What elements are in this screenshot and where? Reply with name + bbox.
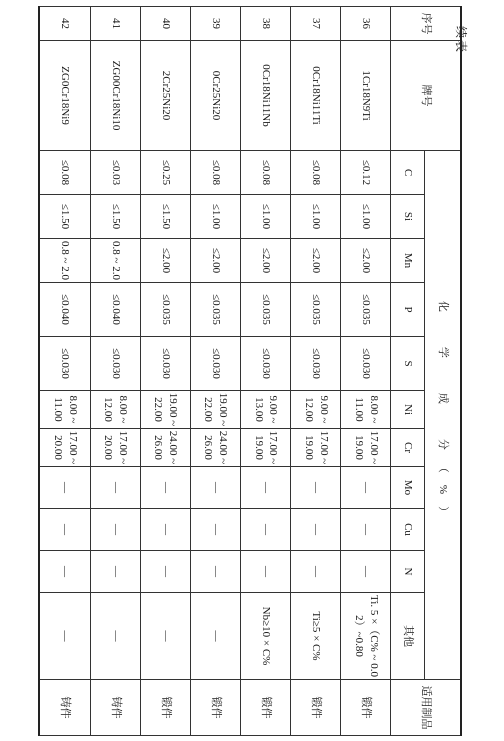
element-header-mn: Mn — [391, 239, 425, 283]
si-cell: ≤1.00 — [341, 195, 391, 239]
other-cell: — — [90, 593, 140, 680]
cr-cell: 24.00 ~ 26.00 — [140, 429, 190, 467]
seq-cell: 36 — [341, 7, 391, 41]
si-cell: ≤1.50 — [39, 195, 90, 239]
n-cell: — — [140, 551, 190, 593]
other-cell: — — [39, 593, 90, 680]
n-cell: — — [241, 551, 291, 593]
c-cell: ≤0.25 — [140, 151, 190, 195]
table-row — [241, 7, 291, 736]
application-cell: 锻件 — [341, 680, 391, 736]
c-cell: ≤0.08 — [241, 151, 291, 195]
application-header: 适用制品 — [391, 680, 461, 736]
other-cell: Ti≥5 × C% — [291, 593, 341, 680]
grade-cell: 0Cr18Ni11Nb — [241, 41, 291, 151]
seq-header: 序号 — [391, 7, 461, 41]
n-cell: — — [291, 551, 341, 593]
element-header-ni: Ni — [391, 391, 425, 429]
s-cell: ≤0.030 — [190, 337, 240, 391]
seq-cell: 42 — [39, 7, 90, 41]
ni-cell: 8.00 ~ 11.00 — [341, 391, 391, 429]
continued-caption: 续表 — [454, 26, 468, 55]
p-cell: ≤0.035 — [190, 283, 240, 337]
mn-cell: ≤2.00 — [291, 239, 341, 283]
p-cell: ≤0.035 — [291, 283, 341, 337]
grade-cell: ZG0Cr18Ni9 — [39, 41, 90, 151]
p-cell: ≤0.040 — [39, 283, 90, 337]
composition-table — [38, 6, 462, 736]
element-header-s: S — [391, 337, 425, 391]
application-cell: 铸件 — [39, 680, 90, 736]
s-cell: ≤0.030 — [341, 337, 391, 391]
n-cell: — — [341, 551, 391, 593]
cu-cell: — — [190, 509, 240, 551]
ni-cell: 9.00 ~ 13.00 — [241, 391, 291, 429]
c-cell: ≤0.12 — [341, 151, 391, 195]
s-cell: ≤0.030 — [90, 337, 140, 391]
mn-cell: ≤2.00 — [140, 239, 190, 283]
si-cell: ≤1.50 — [140, 195, 190, 239]
s-cell: ≤0.030 — [291, 337, 341, 391]
table-row — [90, 7, 140, 736]
table-row — [140, 7, 190, 736]
s-cell: ≤0.030 — [39, 337, 90, 391]
grade-cell: ZG00Cr18Ni10 — [90, 41, 140, 151]
element-header-si: Si — [391, 195, 425, 239]
other-cell: Ti. 5 ×（C% ~ 0.02）~0.80 — [341, 593, 391, 680]
grade-cell: 2Cr25Ni20 — [140, 41, 190, 151]
mo-cell: — — [90, 467, 140, 509]
other-cell: — — [190, 593, 240, 680]
s-cell: ≤0.030 — [241, 337, 291, 391]
si-cell: ≤1.50 — [90, 195, 140, 239]
c-cell: ≤0.03 — [90, 151, 140, 195]
ni-cell: 9.00 ~ 12.00 — [291, 391, 341, 429]
header-row-top — [425, 7, 461, 736]
cr-cell: 17.00 ~ 19.00 — [291, 429, 341, 467]
table-row — [39, 7, 90, 736]
element-header-cu: Cu — [391, 509, 425, 551]
grade-cell: 0Cr25Ni20 — [190, 41, 240, 151]
mn-cell: ≤2.00 — [341, 239, 391, 283]
other-cell: Nb≥10 × C% — [241, 593, 291, 680]
si-cell: ≤1.00 — [190, 195, 240, 239]
table-row — [341, 7, 391, 736]
cr-cell: 17.00 ~ 20.00 — [90, 429, 140, 467]
mo-cell: — — [190, 467, 240, 509]
cu-cell: — — [140, 509, 190, 551]
ni-cell: 19.00 ~ 22.00 — [140, 391, 190, 429]
grade-header: 牌号 — [391, 41, 461, 151]
n-cell: — — [39, 551, 90, 593]
n-cell: — — [90, 551, 140, 593]
mo-cell: — — [291, 467, 341, 509]
application-cell: 锻件 — [241, 680, 291, 736]
other-cell: — — [140, 593, 190, 680]
table-row — [190, 7, 240, 736]
mn-cell: 0.8 ~ 2.0 — [90, 239, 140, 283]
application-cell: 锻件 — [190, 680, 240, 736]
mn-cell: 0.8 ~ 2.0 — [39, 239, 90, 283]
mo-cell: — — [39, 467, 90, 509]
composition-header: 化 学 成 分（%） — [425, 151, 461, 680]
p-cell: ≤0.035 — [241, 283, 291, 337]
application-cell: 锻件 — [140, 680, 190, 736]
c-cell: ≤0.08 — [39, 151, 90, 195]
cr-cell: 17.00 ~ 19.00 — [241, 429, 291, 467]
cr-cell: 17.00 ~ 19.00 — [341, 429, 391, 467]
element-header-p: P — [391, 283, 425, 337]
si-cell: ≤1.00 — [241, 195, 291, 239]
cr-cell: 24.00 ~ 26.00 — [190, 429, 240, 467]
application-cell: 铸件 — [90, 680, 140, 736]
cu-cell: — — [341, 509, 391, 551]
p-cell: ≤0.040 — [90, 283, 140, 337]
grade-cell: 1Cr18N9Ti — [341, 41, 391, 151]
ni-cell: 8.00 ~ 11.00 — [39, 391, 90, 429]
seq-cell: 39 — [190, 7, 240, 41]
mo-cell: — — [140, 467, 190, 509]
application-cell: 锻件 — [291, 680, 341, 736]
cu-cell: — — [39, 509, 90, 551]
element-header-other: 其他 — [391, 593, 425, 680]
grade-cell: 0Cr18Ni11Ti — [291, 41, 341, 151]
c-cell: ≤0.08 — [190, 151, 240, 195]
ni-cell: 8.00 ~ 12.00 — [90, 391, 140, 429]
p-cell: ≤0.035 — [140, 283, 190, 337]
element-header-mo: Mo — [391, 467, 425, 509]
n-cell: — — [190, 551, 240, 593]
cu-cell: — — [291, 509, 341, 551]
p-cell: ≤0.035 — [341, 283, 391, 337]
element-header-cr: Cr — [391, 429, 425, 467]
element-header-n: N — [391, 551, 425, 593]
rotated-table-container — [38, 6, 462, 735]
table-row — [291, 7, 341, 736]
s-cell: ≤0.030 — [140, 337, 190, 391]
cu-cell: — — [90, 509, 140, 551]
cr-cell: 17.00 ~ 20.00 — [39, 429, 90, 467]
mn-cell: ≤2.00 — [190, 239, 240, 283]
mo-cell: — — [341, 467, 391, 509]
seq-cell: 38 — [241, 7, 291, 41]
seq-cell: 37 — [291, 7, 341, 41]
cu-cell: — — [241, 509, 291, 551]
element-header-c: C — [391, 151, 425, 195]
c-cell: ≤0.08 — [291, 151, 341, 195]
mn-cell: ≤2.00 — [241, 239, 291, 283]
mo-cell: — — [241, 467, 291, 509]
seq-cell: 41 — [90, 7, 140, 41]
si-cell: ≤1.00 — [291, 195, 341, 239]
seq-cell: 40 — [140, 7, 190, 41]
ni-cell: 19.00 ~ 22.00 — [190, 391, 240, 429]
